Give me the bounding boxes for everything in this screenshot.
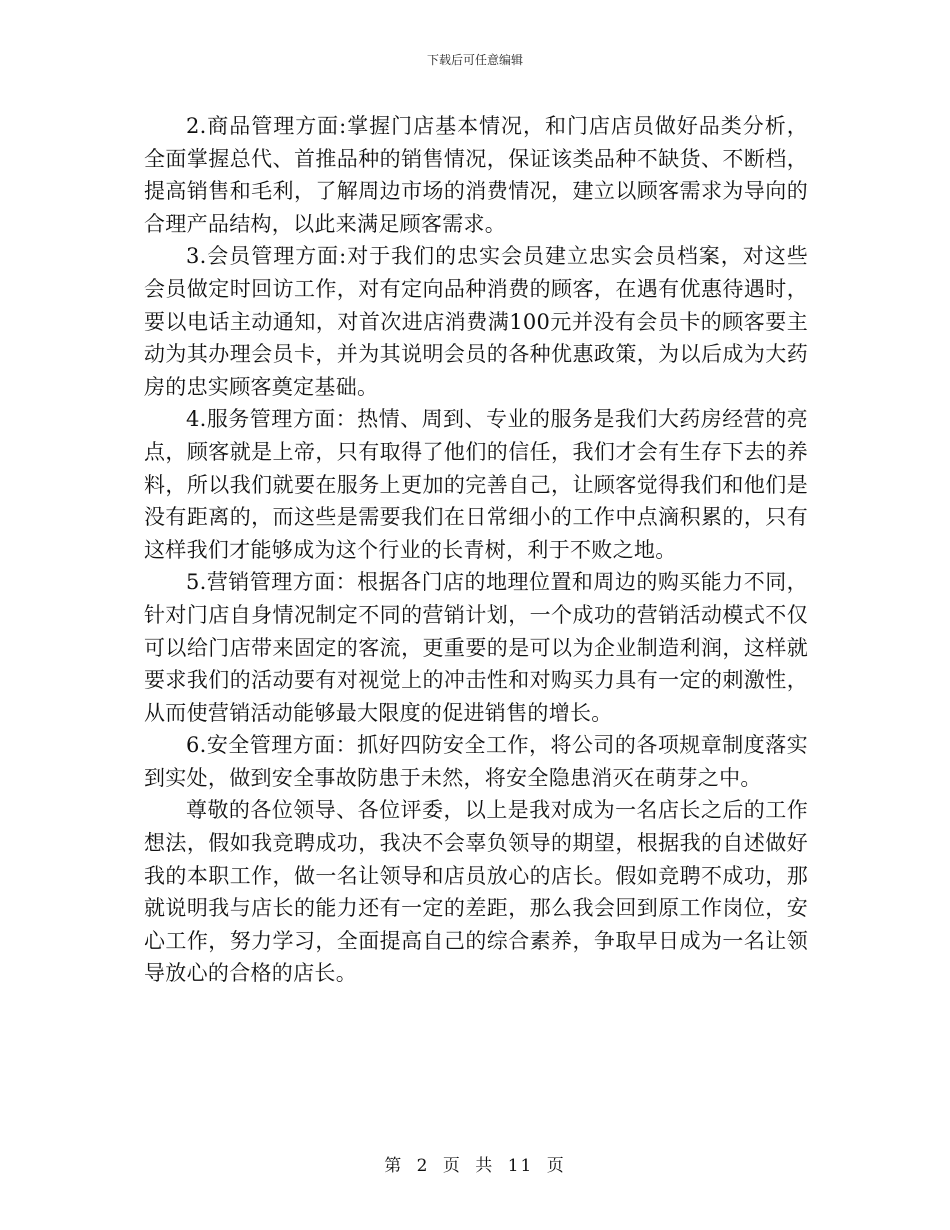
paragraph-closing-remarks: 尊敬的各位领导、各位评委，以上是我对成为一名店长之后的工作想法，假如我竞聘成功，我决不会辜负领导的期望，根据我的自述做好我的本职工作，做一名让领导和店员放心的店长。假如竞聘不成功，那就说明我与店长的能力还有一定的差距，那么我会回到原工作岗位，安心工作，努力学习，全面提高自己的综合素养，争取早日成为一名让领导放心的合格的店长。 bbox=[144, 798, 808, 986]
paragraph-product-management: 2.商品管理方面:掌握门店基本情况，和门店店员做好品类分析，全面掌握总代、首推品种的销售情况，保证该类品种不缺货、不断档，提高销售和毛利，了解周边市场的消费情况，建立以顾客需求为导向的合理产品结构，以此来满足顾客需求。 bbox=[144, 114, 808, 236]
page-header: 下载后可任意编辑 bbox=[426, 53, 523, 67]
paragraph-safety-management: 6.安全管理方面：抓好四防安全工作，将公司的各项规章制度落实到实处，做到安全事故防患于未然，将安全隐患消灭在萌芽之中。 bbox=[144, 733, 808, 790]
page-number: 第 2 页 共 11 页 bbox=[384, 1156, 566, 1176]
paragraph-marketing-management: 5.营销管理方面：根据各门店的地理位置和周边的购买能力不同，针对门店自身情况制定不同的营销计划，一个成功的营销活动模式不仅可以给门店带来固定的客流，更重要的是可以为企业制造利润，这样就要求我们的活动要有对视觉上的冲击性和对购买力具有一定的刺激性，从而使营销活动能够最大限度的促进销售的增长。 bbox=[144, 570, 808, 725]
paragraph-service-management: 4.服务管理方面：热情、周到、专业的服务是我们大药房经营的亮点，顾客就是上帝，只有取得了他们的信任，我们才会有生存下去的养料，所以我们就要在服务上更加的完善自己，让顾客觉得我们和他们是没有距离的，而这些是需要我们在日常细小的工作中点滴积累的，只有这样我们才能够成为这个行业的长青树，利于不败之地。 bbox=[144, 407, 808, 562]
document-body bbox=[144, 110, 808, 990]
paragraph-member-management: 3.会员管理方面:对于我们的忠实会员建立忠实会员档案，对这些会员做定时回访工作，对有定向品种消费的顾客，在遇有优惠待遇时，要以电话主动通知，对首次进店消费满100元并没有会员卡的顾客要主动为其办理会员卡，并为其说明会员的各种优惠政策，为以后成为大药房的忠实顾客奠定基础。 bbox=[144, 244, 808, 399]
